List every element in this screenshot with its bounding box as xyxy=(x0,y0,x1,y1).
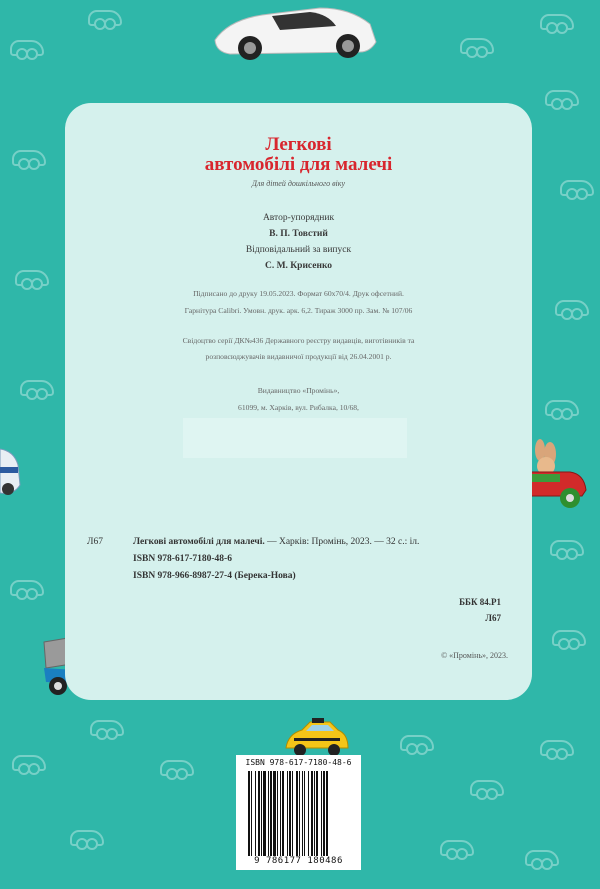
book-subtitle: Для дітей дошкільного віку xyxy=(251,179,346,188)
print-info-line-1: Підписано до друку 19.05.2023. Формат 60х70/4. Друк офсетний. xyxy=(193,289,404,298)
car-outline-icon xyxy=(90,720,124,736)
car-outline-icon xyxy=(540,740,574,756)
barcode-label xyxy=(236,755,361,870)
imprint-panel xyxy=(65,103,532,700)
bibliography-details: — Харків: Промінь, 2023. — 32 с.: іл. xyxy=(267,537,420,547)
taxi-car-image xyxy=(282,718,352,758)
bibliography-title: Легкові автомобілі для малечі. xyxy=(133,537,265,547)
barcode-bar xyxy=(289,771,291,856)
car-outline-icon xyxy=(20,380,54,396)
car-outline-icon xyxy=(525,850,559,866)
title-line-2: автомобілі для малечі xyxy=(204,154,393,175)
car-outline-icon xyxy=(10,40,44,56)
car-outline-icon xyxy=(540,14,574,30)
responsible-label: Відповідальний за випуск xyxy=(245,245,352,255)
car-outline-icon xyxy=(550,540,584,556)
barcode-bar xyxy=(270,771,272,856)
car-outline-icon xyxy=(70,830,104,846)
car-outline-icon xyxy=(400,735,434,751)
barcode-bar xyxy=(321,771,322,856)
barcode-bar xyxy=(292,771,293,856)
barcode-isbn: ISBN 978-617-7180-48-6 xyxy=(245,758,352,767)
barcode-bar xyxy=(287,771,288,856)
barcode-bar xyxy=(296,771,298,856)
barcode-bar xyxy=(268,771,269,856)
police-car-image xyxy=(0,445,22,497)
barcode-bar xyxy=(277,771,278,856)
car-outline-icon xyxy=(12,150,46,166)
car-outline-icon xyxy=(15,270,49,286)
isbn-1: ISBN 978-617-7180-48-6 xyxy=(133,554,232,564)
car-outline-icon xyxy=(470,780,504,796)
barcode-bar xyxy=(261,771,262,856)
barcode-bar xyxy=(258,771,260,856)
bibliography-text xyxy=(133,537,419,547)
barcode-bars xyxy=(248,771,351,856)
barcode-bar xyxy=(282,771,284,856)
copyright: © «Промінь», 2023. xyxy=(441,651,508,660)
car-outline-icon xyxy=(10,580,44,596)
barcode-bar xyxy=(255,771,256,856)
barcode-bar xyxy=(248,771,250,856)
barcode-bar xyxy=(326,771,328,856)
car-outline-icon xyxy=(545,90,579,106)
print-info-line-2: Гарнітура Calibri. Умовн. друк. арк. 6,2. Тираж 3000 пр. Зам. № 107/06 xyxy=(184,306,413,315)
car-outline-icon xyxy=(88,10,122,26)
title-line-1: Легкові xyxy=(265,134,332,155)
blank-area xyxy=(183,418,407,458)
author-label: Автор-упорядник xyxy=(262,213,335,223)
barcode-bar xyxy=(311,771,313,856)
barcode-bar xyxy=(314,771,315,856)
car-outline-icon xyxy=(160,760,194,776)
barcode-bar xyxy=(302,771,303,856)
car-outline-icon xyxy=(460,38,494,54)
barcode-bar xyxy=(251,771,252,856)
barcode-bar xyxy=(263,771,266,856)
barcode-bar xyxy=(299,771,300,856)
barcode-bar xyxy=(273,771,276,856)
white-sports-car-image xyxy=(210,0,380,62)
car-outline-icon xyxy=(552,630,586,646)
barcode-bar xyxy=(304,771,305,856)
certificate-line-2: розповсюджувачів видавничої продукції від 26.04.2001 р. xyxy=(205,352,392,361)
bibliography-code: Л67 xyxy=(87,537,103,547)
car-outline-icon xyxy=(545,400,579,416)
responsible-name: С. М. Крисенко xyxy=(264,261,333,271)
barcode-bar xyxy=(316,771,318,856)
bbk-code: ББК 84.Р1 xyxy=(459,597,501,607)
book-title xyxy=(65,135,532,175)
publisher-address: 61099, м. Харків, вул. Рибалка, 10/68, xyxy=(238,403,359,412)
barcode-bar xyxy=(280,771,281,856)
car-outline-icon xyxy=(560,180,594,196)
barcode-number: 9 786177 180486 xyxy=(254,856,343,866)
publisher-name: Видавництво «Промінь», xyxy=(257,386,340,395)
classification-code: Л67 xyxy=(485,613,501,623)
car-outline-icon xyxy=(440,840,474,856)
barcode-bar xyxy=(308,771,309,856)
isbn-2: ISBN 978-966-8987-27-4 (Берека-Нова) xyxy=(133,571,296,581)
car-outline-icon xyxy=(555,300,589,316)
author-name: В. П. Товстий xyxy=(269,229,328,239)
barcode-bar xyxy=(323,771,325,856)
certificate-line-1: Свідоцтво серії ДК№436 Державного реєстру видавців, виготівників та xyxy=(182,336,415,345)
car-outline-icon xyxy=(12,755,46,771)
